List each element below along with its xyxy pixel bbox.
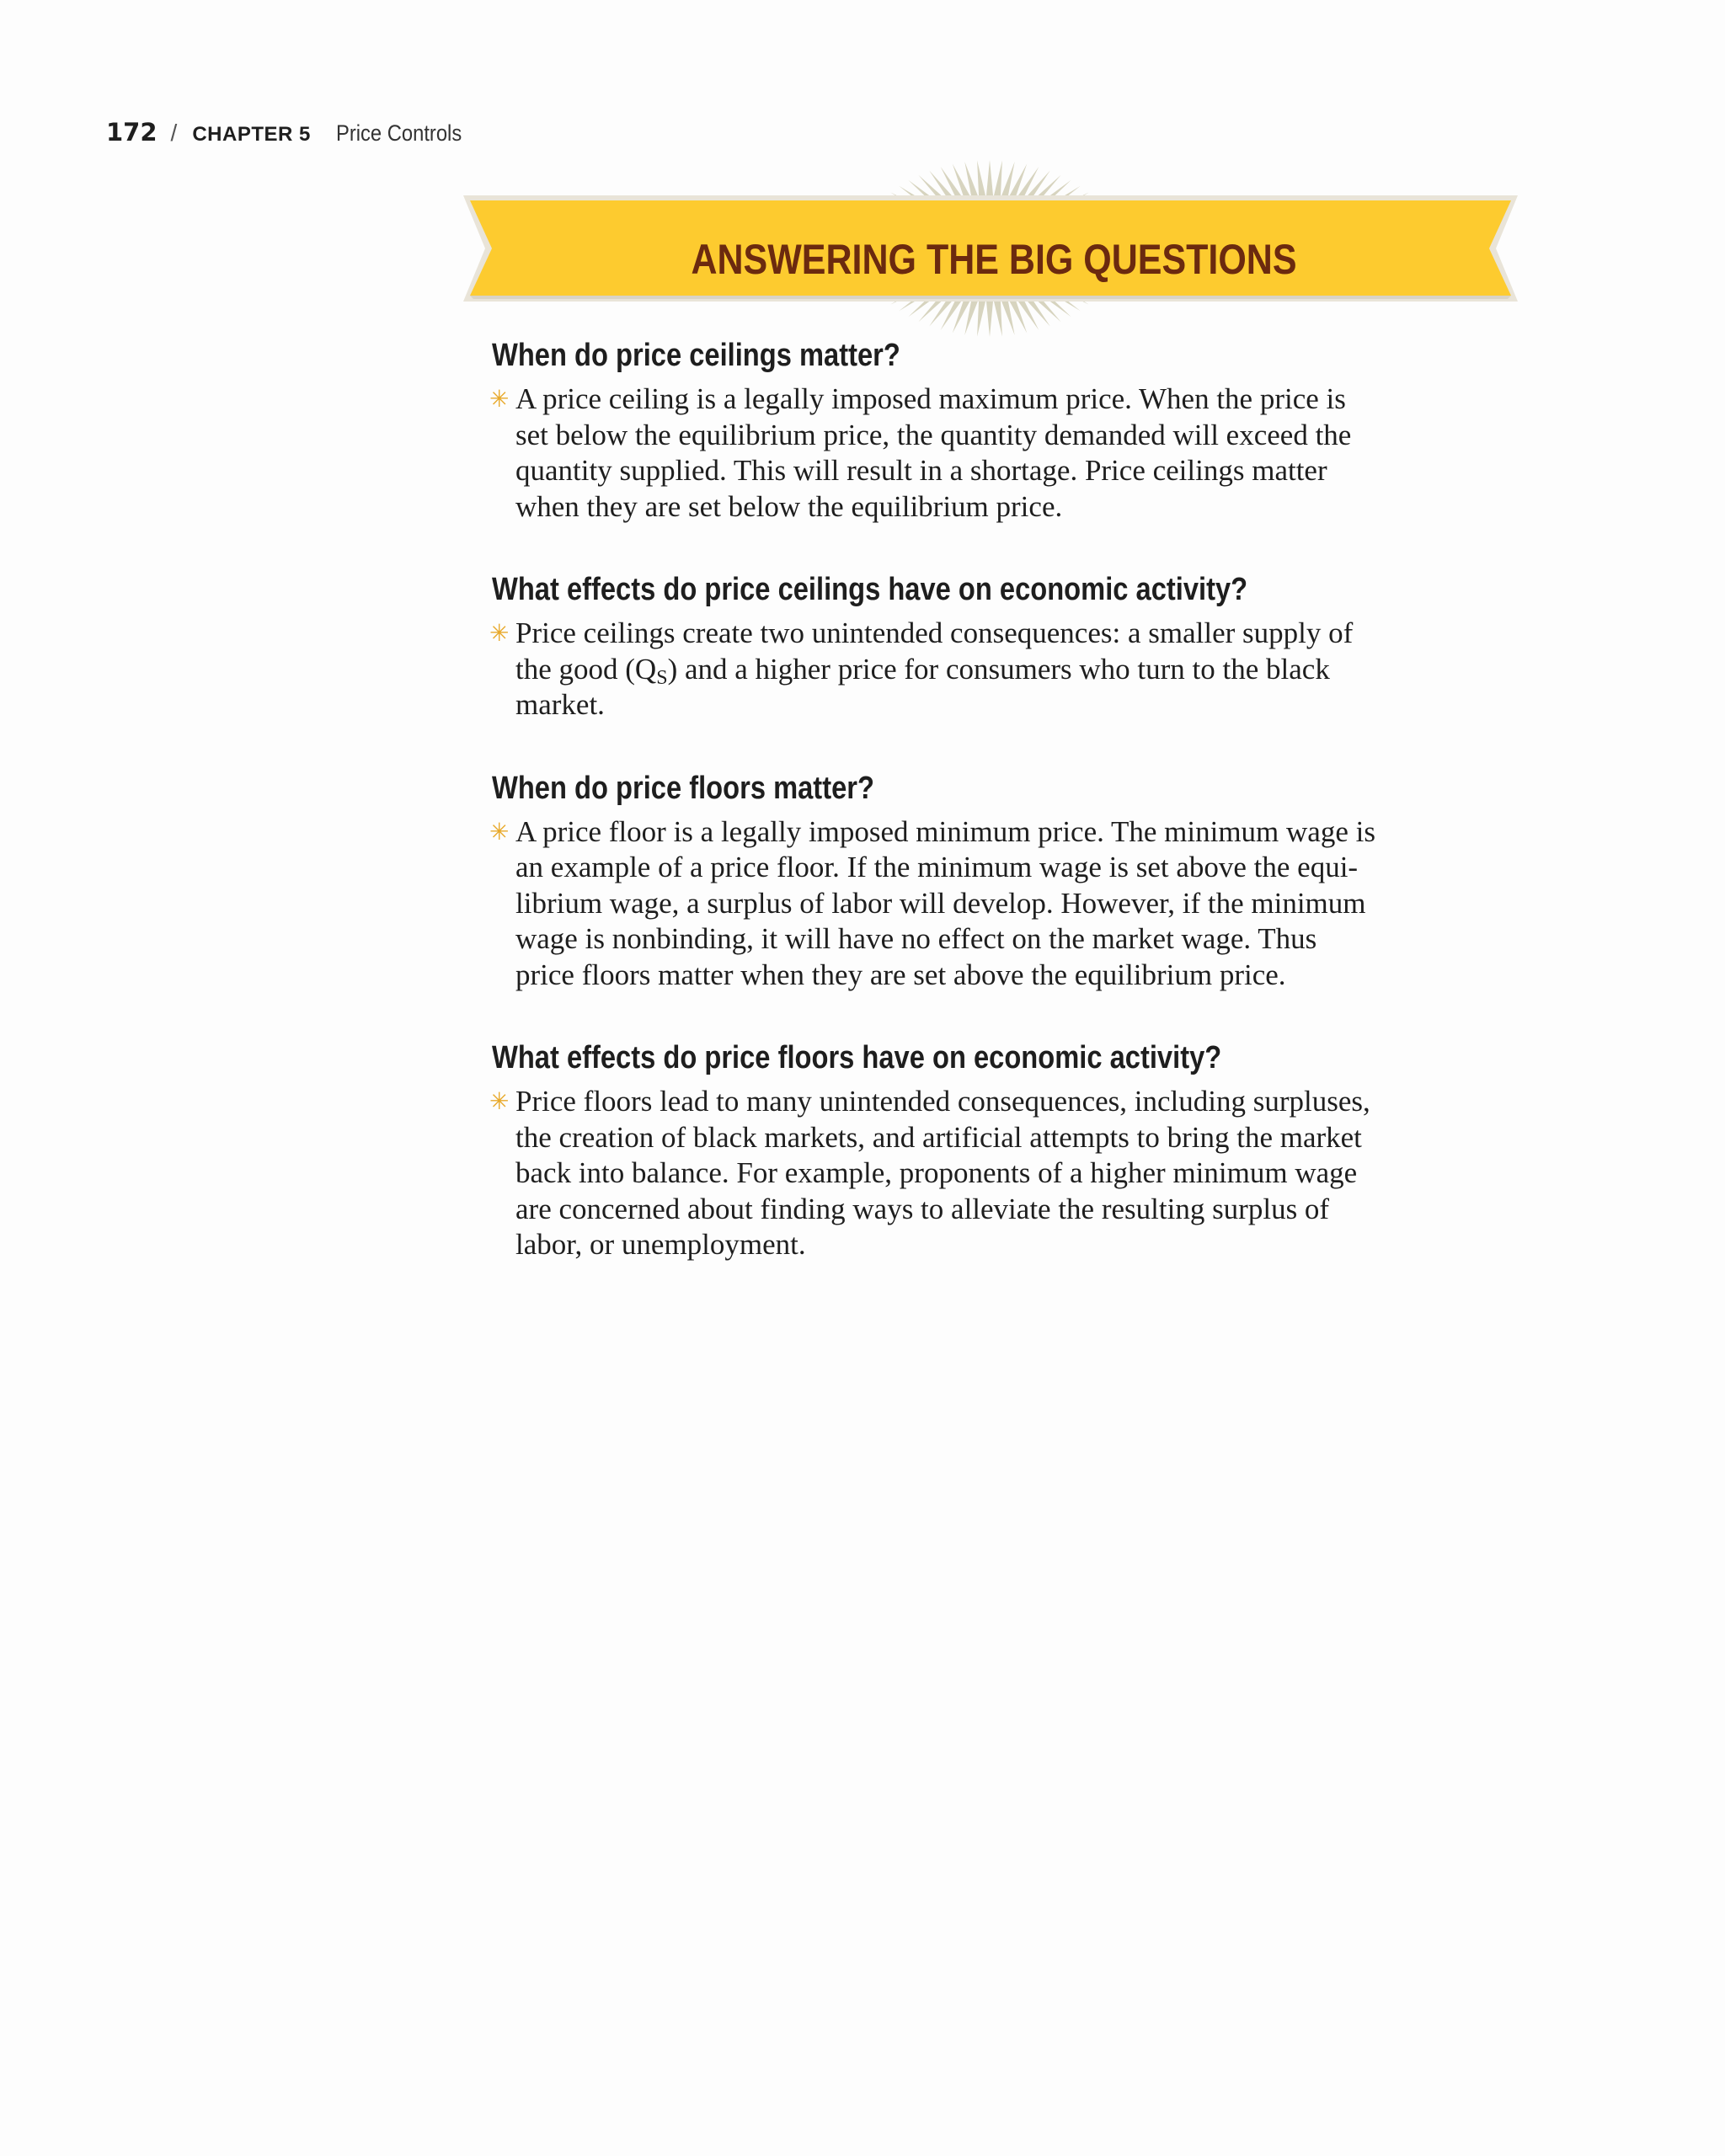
qa-section — [489, 1035, 1519, 1263]
question-heading: When do price floors matter? — [492, 770, 874, 806]
qa-content — [489, 333, 1519, 1263]
answer-line: the creation of black markets, and artificial attempts to bring the market — [515, 1120, 1362, 1154]
question-heading: What effects do price ceilings have on economic activity? — [492, 572, 1248, 607]
answer-line: quantity supplied. This will result in a shortage. Price ceilings matter — [515, 454, 1327, 487]
section-gap — [492, 525, 1519, 567]
question-heading: What effects do price floors have on economic activity? — [492, 1040, 1222, 1075]
answer-paragraph — [489, 616, 1519, 723]
banner-title: ANSWERING THE BIG QUESTIONS — [691, 236, 1297, 283]
page-number: 172 — [106, 118, 158, 147]
qa-section — [489, 567, 1519, 723]
answer-line: labor, or unemployment. — [515, 1228, 806, 1261]
answer-line: A price floor is a legally imposed minimum price. The minimum wage is — [515, 814, 1375, 848]
section-gap — [492, 993, 1519, 1035]
asterisk-star-icon: ✳ — [489, 1087, 510, 1115]
answer-line: when they are set below the equilibrium price. — [515, 489, 1063, 523]
answer-line: set below the equilibrium price, the quantity demanded will exceed the — [515, 418, 1352, 451]
question-heading: When do price ceilings matter? — [492, 338, 900, 373]
qa-section — [489, 766, 1519, 994]
answer-line: A price ceiling is a legally imposed maximum price. When the price is — [515, 382, 1346, 415]
answer-line: an example of a price floor. If the minimum wage is set above the equi- — [515, 851, 1359, 883]
section-gap — [492, 723, 1519, 766]
answer-line: are concerned about finding ways to alleviate the resulting surplus of — [515, 1192, 1330, 1225]
answer-line: market. — [515, 688, 605, 721]
qa-section — [489, 333, 1519, 525]
answer-line: wage is nonbinding, it will have no effect on the market wage. Thus — [515, 922, 1317, 955]
big-questions-banner — [463, 152, 1525, 337]
answer-line: Price floors lead to many unintended consequences, including surpluses, — [515, 1085, 1370, 1118]
running-head — [106, 118, 478, 152]
answer-line: price floors matter when they are set above the equilibrium price. — [515, 958, 1286, 991]
answer-paragraph — [489, 1084, 1519, 1263]
chapter-label: CHAPTER 5 — [192, 123, 311, 146]
answer-line: librium wage, a surplus of labor will develop. However, if the minimum — [515, 886, 1366, 920]
asterisk-star-icon: ✳ — [489, 619, 510, 647]
answer-line: Price ceilings create two unintended consequences: a smaller supply of — [515, 616, 1354, 649]
asterisk-star-icon: ✳ — [489, 817, 510, 846]
header-separator: / — [170, 120, 178, 146]
answer-text: ) and a higher price for consumers who turn to the black — [667, 652, 1330, 686]
answer-line: back into balance. For example, proponents of a higher minimum wage — [515, 1156, 1358, 1189]
answer-text: the good (Q — [515, 652, 657, 686]
answer-line — [515, 652, 1519, 688]
subscript: S — [656, 666, 668, 689]
answer-paragraph — [489, 814, 1519, 994]
asterisk-star-icon: ✳ — [489, 385, 510, 413]
chapter-title: Price Controls — [335, 120, 462, 146]
answer-paragraph — [489, 382, 1519, 525]
